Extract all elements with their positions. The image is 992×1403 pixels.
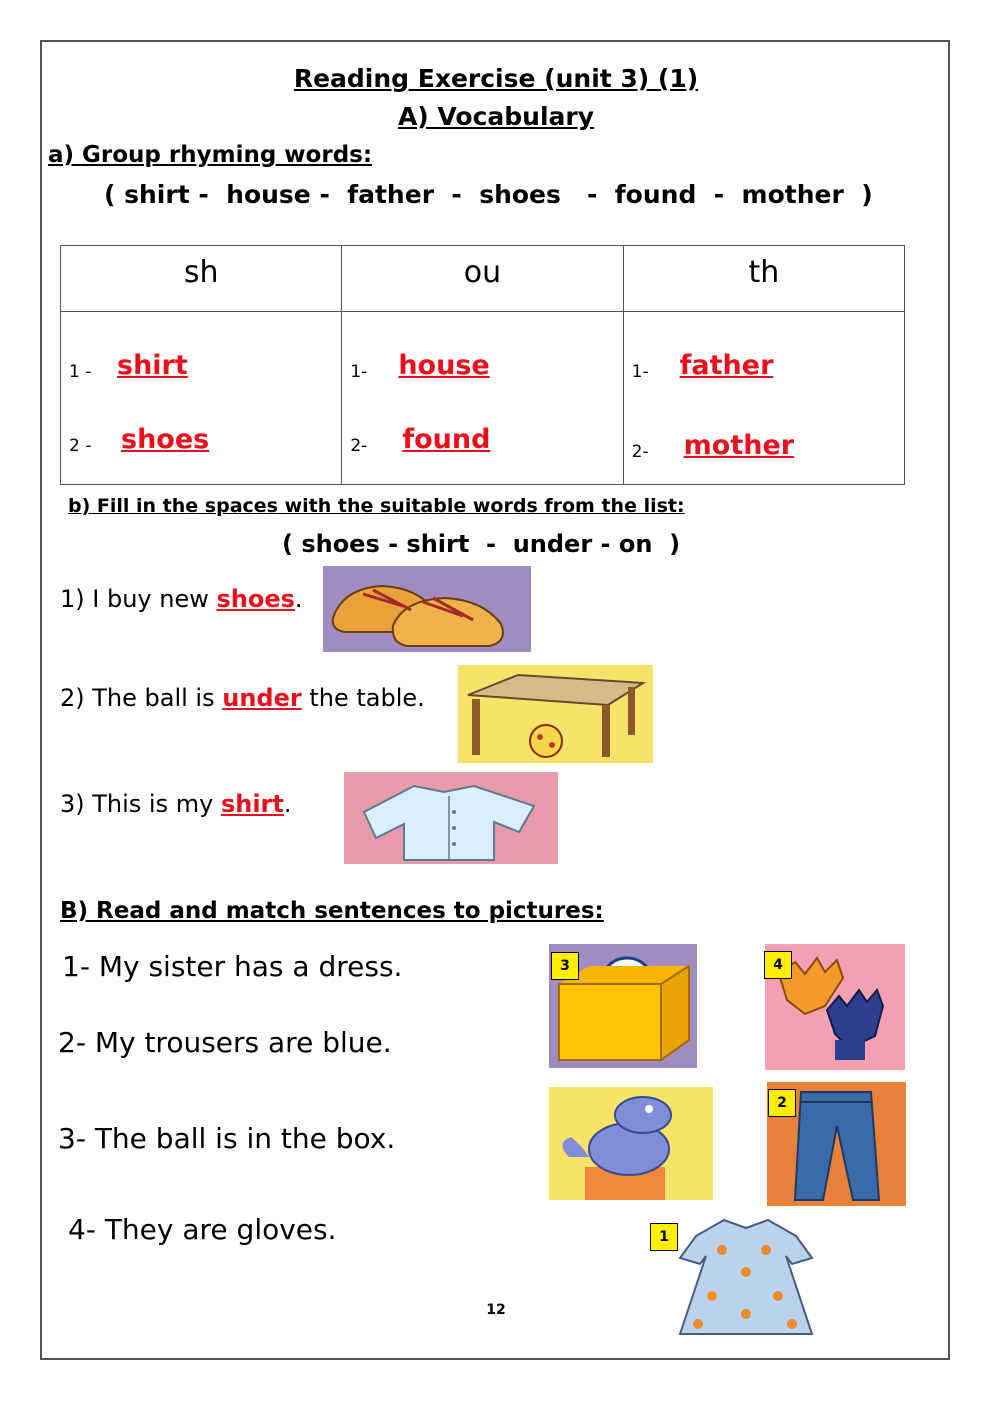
picture-label: 3	[551, 952, 579, 980]
answer-word: shoes	[121, 424, 210, 455]
picture-label: 1	[650, 1223, 678, 1251]
part-b-instruction: b) Fill in the spaces with the suitable words from the list:	[68, 495, 685, 517]
sentence-text: .	[283, 790, 292, 818]
sentence-text: 1) I buy new	[60, 585, 217, 613]
shirt-picture	[344, 772, 558, 864]
part-a-instruction: a) Group rhyming words:	[48, 142, 373, 168]
answer-word: shoes	[216, 585, 295, 613]
answer-word: found	[402, 424, 491, 455]
sentence-text: 2) The ball is	[60, 684, 223, 712]
item-number: 1-	[631, 362, 649, 382]
fill-sentence-2	[60, 684, 425, 712]
picture-label: 2	[768, 1089, 796, 1117]
part-a-word-list: ( shirt - house - father - shoes - found - mother )	[104, 180, 873, 209]
item-number: 2 -	[69, 436, 92, 456]
dress-picture	[662, 1214, 830, 1338]
answer-word: shirt	[117, 350, 188, 381]
sentence-text: .	[294, 585, 303, 613]
rhyme-table	[60, 245, 905, 485]
answer-word: shirt	[220, 790, 284, 818]
match-sentence-2: 2- My trousers are blue.	[58, 1026, 392, 1059]
sentence-text: 3) This is my	[60, 790, 221, 818]
item-number: 1 -	[69, 362, 92, 382]
item-number: 1-	[350, 362, 368, 382]
fill-sentence-3	[60, 790, 292, 818]
shoes-picture	[323, 566, 531, 652]
match-sentence-3: 3- The ball is in the box.	[58, 1122, 396, 1155]
ball-under-table-picture	[458, 665, 653, 763]
toy-picture	[549, 1087, 713, 1200]
section-a-heading: A) Vocabulary	[397, 102, 595, 131]
section-b-instruction: B) Read and match sentences to pictures:	[60, 898, 604, 924]
match-sentence-1: 1- My sister has a dress.	[62, 950, 403, 983]
answer-word: mother	[683, 430, 795, 461]
answer-word: father	[679, 350, 774, 381]
answer-word: under	[222, 684, 302, 712]
page-title: Reading Exercise (unit 3) (1)	[293, 64, 699, 93]
column-cell-th	[623, 312, 904, 485]
item-number: 2-	[631, 442, 649, 462]
part-b-word-list: ( shoes - shirt - under - on )	[282, 530, 681, 558]
fill-sentence-1	[60, 585, 303, 613]
page-number: 12	[486, 1302, 506, 1318]
answer-word: house	[398, 350, 490, 381]
column-cell-sh	[61, 312, 342, 485]
picture-label: 4	[764, 951, 792, 979]
column-header-sh: sh	[61, 246, 342, 312]
column-cell-ou	[342, 312, 623, 485]
item-number: 2-	[350, 436, 368, 456]
column-header-th: th	[623, 246, 904, 312]
match-sentence-4: 4- They are gloves.	[68, 1213, 337, 1246]
column-header-ou: ou	[342, 246, 623, 312]
sentence-text: the table.	[301, 684, 425, 712]
